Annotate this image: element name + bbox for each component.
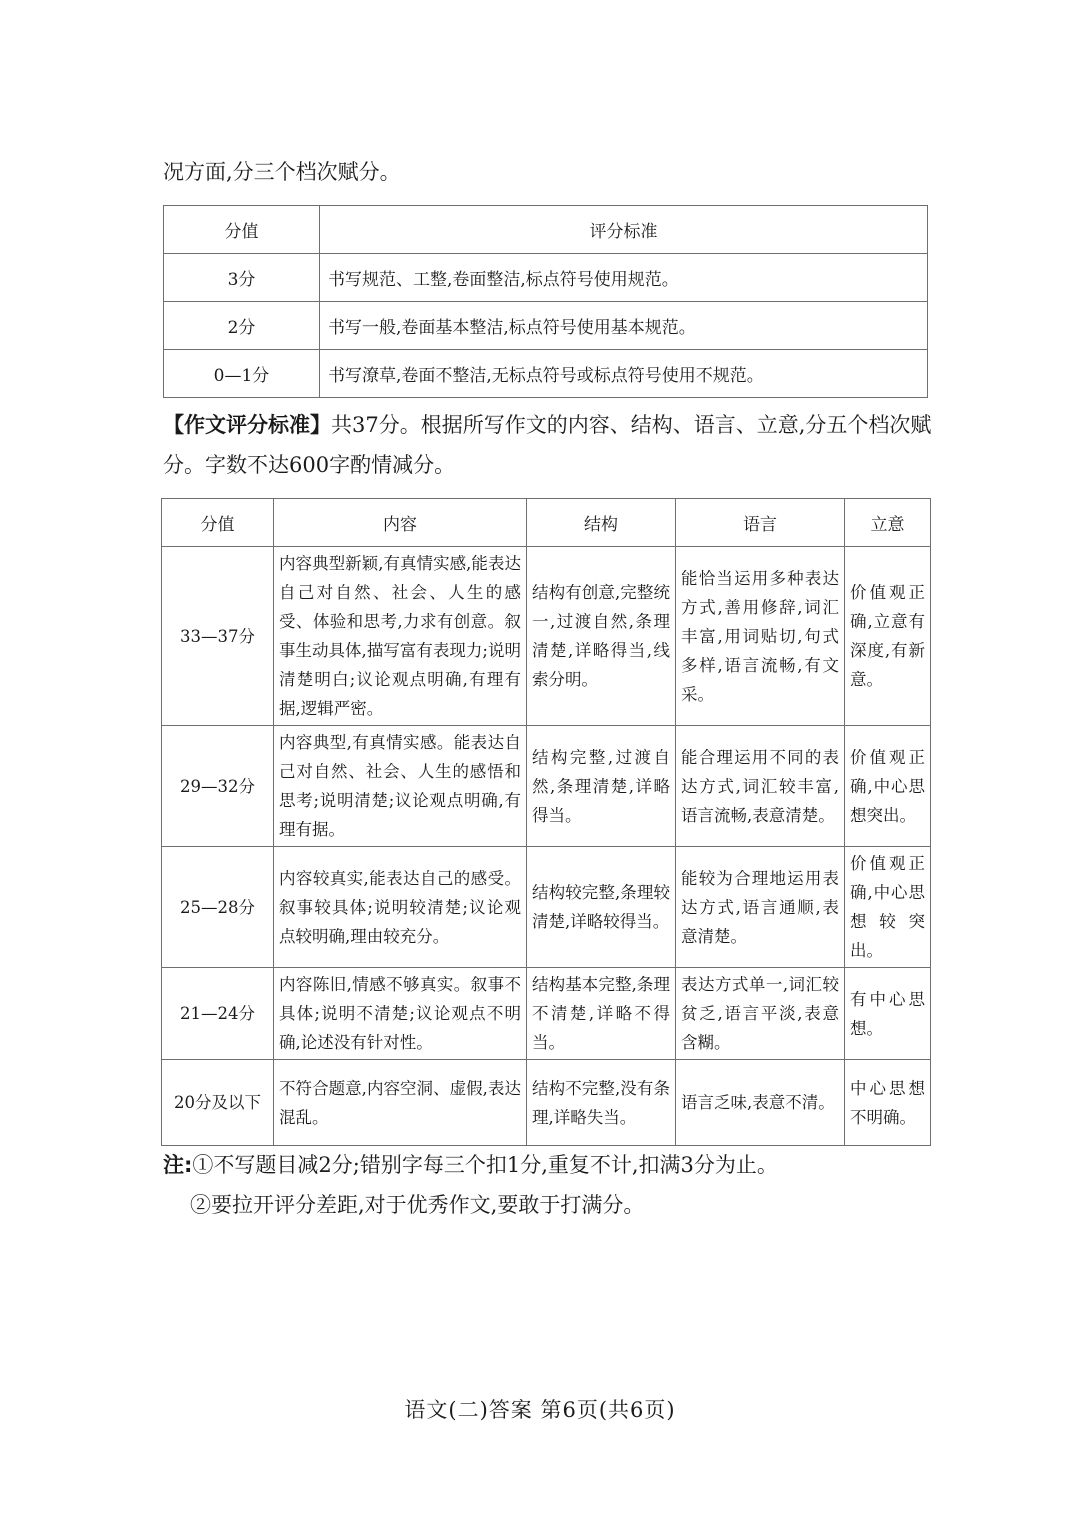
content-cell: 不符合题意,内容空洞、虚假,表达混乱。 xyxy=(274,1060,527,1146)
theme-cell: 价值观正确,中心思想较突出。 xyxy=(845,847,931,968)
theme-cell: 中心思想不明确。 xyxy=(845,1060,931,1146)
structure-cell: 结构完整,过渡自然,条理清楚,详略得当。 xyxy=(527,726,676,847)
criteria-cell: 书写规范、工整,卷面整洁,标点符号使用规范。 xyxy=(320,254,928,302)
score-cell: 2分 xyxy=(164,302,320,350)
content-cell: 内容典型,有真情实感。能表达自己对自然、社会、人生的感悟和思考;说明清楚;议论观点明确,有理有据。 xyxy=(274,726,527,847)
essay-score-table xyxy=(161,498,931,1146)
structure-cell: 结构较完整,条理较清楚,详略较得当。 xyxy=(527,847,676,968)
note-1 xyxy=(163,1145,778,1185)
language-cell: 语言乏味,表意不清。 xyxy=(676,1060,845,1146)
header-language: 语言 xyxy=(676,499,845,547)
language-cell: 能合理运用不同的表达方式,词汇较丰富,语言流畅,表意清楚。 xyxy=(676,726,845,847)
intro-line: 况方面,分三个档次赋分。 xyxy=(163,160,401,184)
essay-criteria-intro xyxy=(163,405,943,485)
notes-section xyxy=(163,1145,778,1225)
language-cell: 表达方式单一,词汇较贫乏,语言平淡,表意含糊。 xyxy=(676,968,845,1060)
header-theme: 立意 xyxy=(845,499,931,547)
table-row xyxy=(162,726,931,847)
score-cell: 25—28分 xyxy=(162,847,274,968)
structure-cell: 结构不完整,没有条理,详略失当。 xyxy=(527,1060,676,1146)
table-row xyxy=(162,968,931,1060)
header-score: 分值 xyxy=(164,206,320,254)
score-cell: 0—1分 xyxy=(164,350,320,398)
score-cell: 21—24分 xyxy=(162,968,274,1060)
table-header-row xyxy=(162,499,931,547)
content-cell: 内容典型新颖,有真情实感,能表达自己对自然、社会、人生的感受、体验和思考,力求有创意。叙事生动具体,描写富有表现力;说明清楚明白;议论观点明确,有理有据,逻辑严密。 xyxy=(274,547,527,726)
score-cell: 33—37分 xyxy=(162,547,274,726)
table-row xyxy=(164,350,928,398)
handwriting-score-table xyxy=(163,205,928,398)
theme-cell: 有中心思想。 xyxy=(845,968,931,1060)
language-cell: 能较为合理地运用表达方式,语言通顺,表意清楚。 xyxy=(676,847,845,968)
language-cell: 能恰当运用多种表达方式,善用修辞,词汇丰富,用词贴切,句式多样,语言流畅,有文采。 xyxy=(676,547,845,726)
table-row xyxy=(164,302,928,350)
structure-cell: 结构有创意,完整统一,过渡自然,条理清楚,详略得当,线索分明。 xyxy=(527,547,676,726)
structure-cell: 结构基本完整,条理不清楚,详略不得当。 xyxy=(527,968,676,1060)
score-cell: 20分及以下 xyxy=(162,1060,274,1146)
header-criteria: 评分标准 xyxy=(320,206,928,254)
header-score: 分值 xyxy=(162,499,274,547)
criteria-cell: 书写一般,卷面基本整洁,标点符号使用基本规范。 xyxy=(320,302,928,350)
score-cell: 29—32分 xyxy=(162,726,274,847)
essay-criteria-text: 共37分。根据所写作文的内容、结构、语言、立意,分五个档次赋分。字数不达600字酌情减分。 xyxy=(163,413,932,477)
header-content: 内容 xyxy=(274,499,527,547)
table-row xyxy=(162,1060,931,1146)
essay-criteria-tag: 【作文评分标准】 xyxy=(163,413,331,437)
content-cell: 内容陈旧,情感不够真实。叙事不具体;说明不清楚;议论观点不明确,论述没有针对性。 xyxy=(274,968,527,1060)
score-cell: 3分 xyxy=(164,254,320,302)
table-row xyxy=(162,847,931,968)
note-2: ②要拉开评分差距,对于优秀作文,要敢于打满分。 xyxy=(190,1193,645,1217)
theme-cell: 价值观正确,立意有深度,有新意。 xyxy=(845,547,931,726)
content-cell: 内容较真实,能表达自己的感受。叙事较具体;说明较清楚;议论观点较明确,理由较充分。 xyxy=(274,847,527,968)
table-row xyxy=(164,254,928,302)
criteria-cell: 书写潦草,卷面不整洁,无标点符号或标点符号使用不规范。 xyxy=(320,350,928,398)
theme-cell: 价值观正确,中心思想突出。 xyxy=(845,726,931,847)
table-header-row xyxy=(164,206,928,254)
page-footer: 语文(二)答案 第6页(共6页) xyxy=(404,1398,676,1422)
table-row xyxy=(162,547,931,726)
note-label: 注: xyxy=(163,1153,193,1177)
header-structure: 结构 xyxy=(527,499,676,547)
note-1-text: ①不写题目减2分;错别字每三个扣1分,重复不计,扣满3分为止。 xyxy=(192,1153,778,1177)
